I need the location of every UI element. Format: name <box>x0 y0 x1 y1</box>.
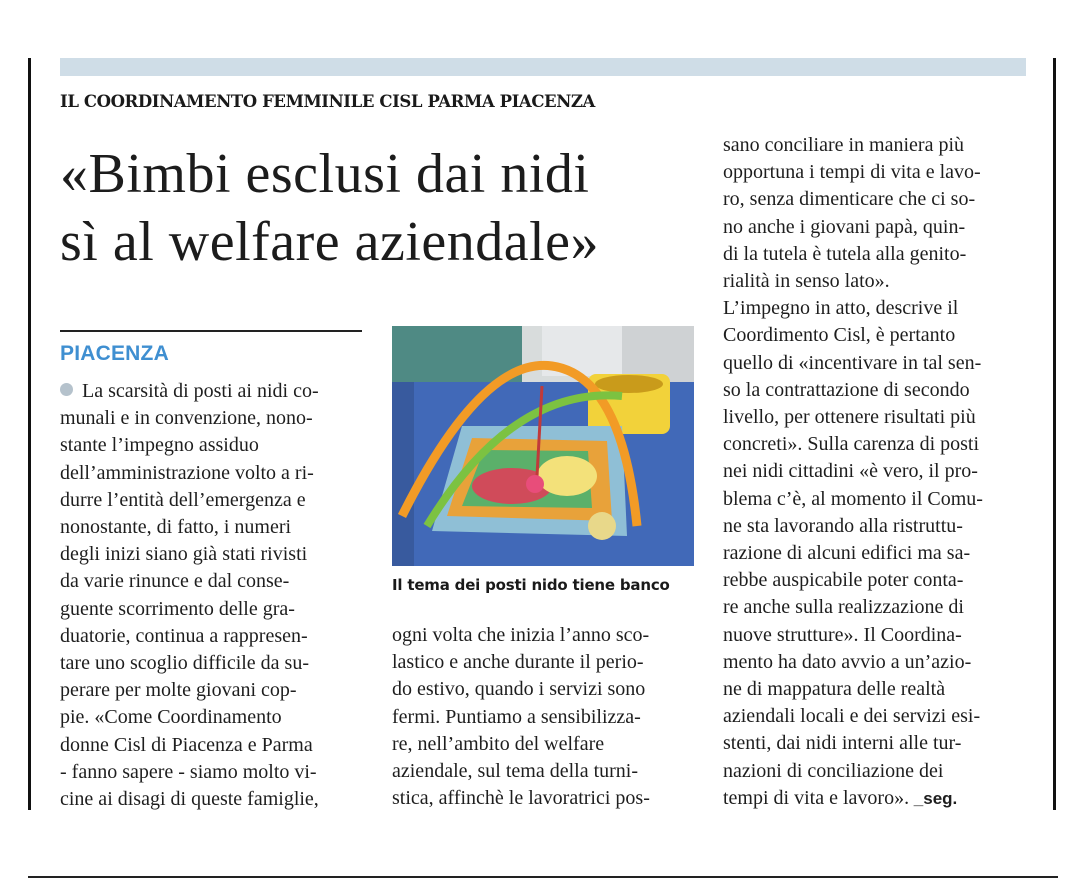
text-line: cine ai disagi di queste famiglie, <box>60 788 319 811</box>
text-line: blema c’è, al momento il Comu- <box>723 487 983 510</box>
text-line: stica, affinchè le lavoratrici pos- <box>392 787 650 810</box>
headline <box>60 140 700 276</box>
text-line: - fanno sapere - siamo molto vi- <box>60 760 317 783</box>
text-line: Coordimento Cisl, è pertanto <box>723 324 956 347</box>
photo-baby-play-gym <box>392 326 694 566</box>
text-line: rialità in senso lato». <box>723 270 890 293</box>
top-color-bar <box>60 58 1026 76</box>
text-line: durre l’entità dell’emergenza e <box>60 488 306 511</box>
text-line: duatorie, continua a rappresen- <box>60 624 308 647</box>
left-column-rule <box>28 58 31 810</box>
right-column-rule <box>1053 58 1056 810</box>
text-line: re, nell’ambito del welfare <box>392 732 605 755</box>
text-line: di la tutela è tutela alla genito- <box>723 242 967 265</box>
text-line: nuove strutture». Il Coordina- <box>723 623 962 646</box>
bullet-dot-icon <box>60 383 73 396</box>
text-line: stenti, dai nidi interni alle tur- <box>723 732 962 755</box>
text-line: La scarsità di posti ai nidi co- <box>60 378 362 405</box>
text-line: tempi di vita e lavoro». _seg. <box>723 786 958 809</box>
text-line: guente scorrimento delle gra- <box>60 597 295 620</box>
text-line: re anche sulla realizzazione di <box>723 596 964 619</box>
text-line: pie. «Come Coordinamento <box>60 706 282 729</box>
text-line: dell’amministrazione volto a ri- <box>60 461 314 484</box>
text-line: nazioni di conciliazione dei <box>723 759 944 782</box>
text-line: concreti». Sulla carenza di posti <box>723 433 980 456</box>
location-label: PIACENZA <box>60 342 169 365</box>
text-line: quello di «incentivare in tal sen- <box>723 351 982 374</box>
text-line: sano conciliare in maniera più <box>723 134 965 156</box>
text-line: lastico e anche durante il perio- <box>392 651 644 674</box>
text-line: aziendale, sul tema della turni- <box>392 760 639 783</box>
body-column-3 <box>723 132 1028 812</box>
kicker: IL COORDINAMENTO FEMMINILE CISL PARMA PIACENZA <box>60 92 595 111</box>
text-line: nei nidi cittadini «è vero, il pro- <box>723 460 978 483</box>
text-line: livello, per ottenere risultati più <box>723 406 976 429</box>
text-line: no anche i giovani papà, quin- <box>723 215 966 238</box>
author-signoff: _seg. <box>909 788 958 808</box>
headline-line-1: «Bimbi esclusi dai nidi <box>60 143 590 205</box>
text-line: perare per molte giovani cop- <box>60 679 297 702</box>
text-line: opportuna i tempi di vita e lavo- <box>723 161 981 184</box>
body-column-2 <box>392 622 694 812</box>
text-line: mento ha dato avvio a un’azio- <box>723 650 972 673</box>
text-line: razione di alcuni edifici ma sa- <box>723 542 971 565</box>
text-line: fermi. Puntiamo a sensibilizza- <box>392 705 641 728</box>
text-line: munali e in convenzione, nono- <box>60 407 313 430</box>
text-line: nonostante, di fatto, i numeri <box>60 516 292 539</box>
text-line: rebbe auspicabile poter conta- <box>723 569 964 592</box>
photo-caption: Il tema dei posti nido tiene banco <box>392 576 670 594</box>
headline-line-2: sì al welfare aziendale» <box>60 211 600 273</box>
location-rule <box>60 330 362 332</box>
text-line: L’impegno in atto, descrive il <box>723 297 959 320</box>
bottom-rule <box>28 876 1058 878</box>
text-line: degli inizi siano già stati rivisti <box>60 543 308 566</box>
text-line: do estivo, quando i servizi sono <box>392 678 646 701</box>
text-line: aziendali locali e dei servizi esi- <box>723 705 981 728</box>
body-column-1 <box>60 378 362 813</box>
text-line: da varie rinunce e dal conse- <box>60 570 290 593</box>
text-line: ro, senza dimenticare che ci so- <box>723 188 976 211</box>
text-line: so la contrattazione di secondo <box>723 378 970 401</box>
text-line: ne di mappatura delle realtà <box>723 678 946 701</box>
text-line: ogni volta che inizia l’anno sco- <box>392 624 650 646</box>
text-line: donne Cisl di Piacenza e Parma <box>60 733 313 756</box>
text-line: ne sta lavorando alla ristruttu- <box>723 514 963 537</box>
text-line: tare uno scoglio difficile da su- <box>60 652 310 675</box>
text-line: stante l’impegno assiduo <box>60 434 259 457</box>
